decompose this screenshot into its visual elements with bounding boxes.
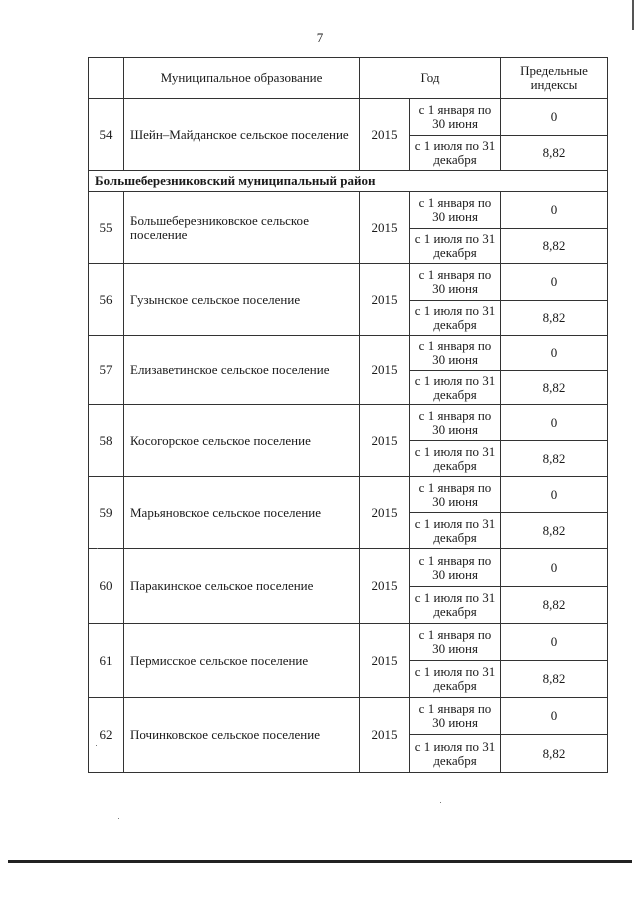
- row-year: 2015: [360, 698, 410, 773]
- municipality-name: Большеберезниковское сельское поселение: [124, 192, 360, 264]
- municipality-name: Пермисское сельское поселение: [124, 624, 360, 698]
- page-number: 7: [316, 30, 324, 45]
- row-year: 2015: [360, 264, 410, 336]
- table-row: [89, 99, 608, 136]
- period-second-half: с 1 июля по 31 декабря: [410, 735, 501, 773]
- index-first-half: 0: [501, 477, 608, 513]
- district-heading-row: [89, 171, 608, 192]
- row-year: 2015: [360, 99, 410, 171]
- table-row: [89, 698, 608, 735]
- period-second-half: с 1 июля по 31 декабря: [410, 301, 501, 336]
- period-first-half: с 1 января по 30 июня: [410, 192, 501, 229]
- scan-edge-mark: [632, 0, 634, 30]
- index-first-half: 0: [501, 698, 608, 735]
- period-first-half: с 1 января по 30 июня: [410, 405, 501, 441]
- period-second-half: с 1 июля по 31 декабря: [410, 513, 501, 549]
- table-row: [89, 264, 608, 301]
- period-second-half: с 1 июля по 31 декабря: [410, 371, 501, 405]
- table-row: [89, 336, 608, 371]
- municipality-name: Косогорское сельское поселение: [124, 405, 360, 477]
- period-first-half: с 1 января по 30 июня: [410, 698, 501, 735]
- district-heading: Большеберезниковский муниципальный район: [89, 171, 608, 192]
- period-first-half: с 1 января по 30 июня: [410, 624, 501, 661]
- row-year: 2015: [360, 549, 410, 624]
- index-first-half: 0: [501, 405, 608, 441]
- municipality-name: Марьяновское сельское поселение: [124, 477, 360, 549]
- municipality-name: Паракинское сельское поселение: [124, 549, 360, 624]
- table-header-row: [89, 58, 608, 99]
- municipality-name: Шейн–Майданское сельское поселение: [124, 99, 360, 171]
- index-first-half: 0: [501, 336, 608, 371]
- index-second-half: 8,82: [501, 661, 608, 698]
- scan-speck: [97, 548, 98, 549]
- period-first-half: с 1 января по 30 июня: [410, 99, 501, 136]
- header-index: Предельные индексы: [501, 58, 608, 99]
- period-first-half: с 1 января по 30 июня: [410, 264, 501, 301]
- period-second-half: с 1 июля по 31 декабря: [410, 661, 501, 698]
- row-number: 56: [89, 264, 124, 336]
- row-year: 2015: [360, 624, 410, 698]
- row-year: 2015: [360, 192, 410, 264]
- index-second-half: 8,82: [501, 735, 608, 773]
- row-number: 61: [89, 624, 124, 698]
- table-row: [89, 549, 608, 587]
- index-second-half: 8,82: [501, 441, 608, 477]
- header-year: Год: [360, 58, 501, 99]
- index-second-half: 8,82: [501, 587, 608, 624]
- tariff-index-table: [88, 57, 608, 773]
- table-row: [89, 477, 608, 513]
- index-first-half: 0: [501, 624, 608, 661]
- row-number: 57: [89, 336, 124, 405]
- table-row: [89, 405, 608, 441]
- index-first-half: 0: [501, 192, 608, 229]
- municipality-name: Починковское сельское поселение: [124, 698, 360, 773]
- header-municipality: Муниципальное образование: [124, 58, 360, 99]
- index-second-half: 8,82: [501, 371, 608, 405]
- scan-speck: [118, 818, 119, 819]
- municipality-name: Гузынское сельское поселение: [124, 264, 360, 336]
- scan-speck: [440, 802, 441, 803]
- row-year: 2015: [360, 405, 410, 477]
- footer-rule: [8, 860, 632, 863]
- period-second-half: с 1 июля по 31 декабря: [410, 136, 501, 171]
- row-number: 58: [89, 405, 124, 477]
- period-first-half: с 1 января по 30 июня: [410, 549, 501, 587]
- index-first-half: 0: [501, 99, 608, 136]
- table-row: [89, 192, 608, 229]
- row-number: 60: [89, 549, 124, 624]
- index-first-half: 0: [501, 264, 608, 301]
- period-second-half: с 1 июля по 31 декабря: [410, 587, 501, 624]
- period-second-half: с 1 июля по 31 декабря: [410, 441, 501, 477]
- table-row: [89, 624, 608, 661]
- row-number: 55: [89, 192, 124, 264]
- row-number: 59: [89, 477, 124, 549]
- index-second-half: 8,82: [501, 513, 608, 549]
- row-year: 2015: [360, 336, 410, 405]
- index-second-half: 8,82: [501, 301, 608, 336]
- index-first-half: 0: [501, 549, 608, 587]
- row-number: 54: [89, 99, 124, 171]
- period-first-half: с 1 января по 30 июня: [410, 336, 501, 371]
- index-second-half: 8,82: [501, 229, 608, 264]
- period-second-half: с 1 июля по 31 декабря: [410, 229, 501, 264]
- row-number: 62: [89, 698, 124, 773]
- index-second-half: 8,82: [501, 136, 608, 171]
- scan-speck: [96, 745, 97, 746]
- header-num: [89, 58, 124, 99]
- row-year: 2015: [360, 477, 410, 549]
- period-first-half: с 1 января по 30 июня: [410, 477, 501, 513]
- municipality-name: Елизаветинское сельское поселение: [124, 336, 360, 405]
